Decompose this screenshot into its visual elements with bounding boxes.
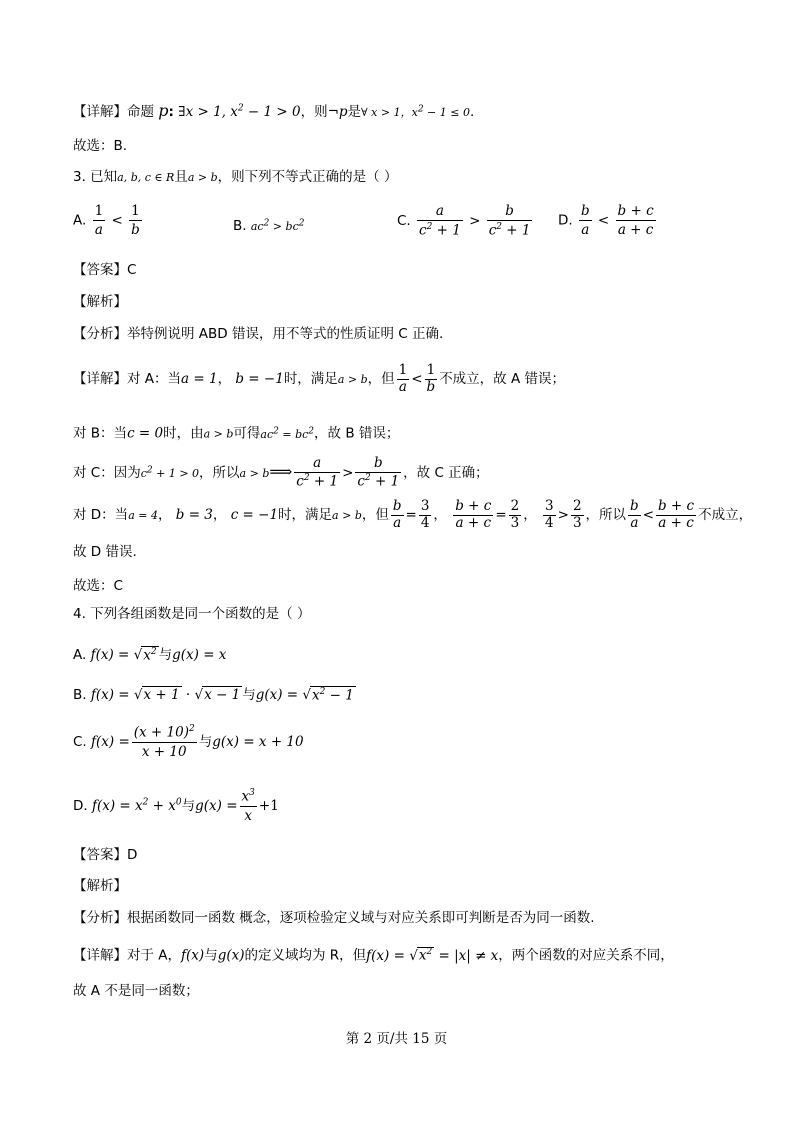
option-b: [233, 218, 304, 234]
math: a = 4: [128, 509, 158, 522]
q4-option-c: [73, 724, 304, 760]
text: ，两个函数的对应关系不同，: [498, 947, 674, 964]
math: $f(x) = √x^2 = |x| \ne x$: [366, 947, 499, 964]
math: $g(x) = √x^2 - 1$: [255, 686, 354, 703]
text: .: [469, 104, 475, 120]
math: p: [158, 101, 169, 120]
option-a: A. $\frac{1}{a}$ < $\frac{1}{b}$: [73, 203, 140, 238]
math: $\frac{1}{a}$: [94, 203, 104, 238]
text: ，则: [300, 104, 328, 120]
math: $ac^2 > bc^2$: [250, 218, 305, 233]
math: $c^2 + 1 > 0$: [140, 465, 200, 480]
option-label: D.: [558, 212, 573, 229]
math: g(x) =: [195, 797, 238, 814]
analysis-3-text: 【分析】举特例说明 ABD 错误，用不等式的性质证明 C 正确.: [73, 326, 444, 342]
math: $f(x) = x^2 + x^0$: [91, 797, 182, 814]
math: g(x) = x + 10: [212, 733, 304, 750]
text: ，所以: [585, 507, 627, 523]
text: 不成立，故 A 错误；: [439, 371, 566, 387]
math: $\frac{a}{c^2 + 1}$: [296, 455, 339, 489]
math: $\frac{b}{a}$: [580, 203, 590, 238]
math: b = −1: [235, 371, 284, 387]
math: f(x): [181, 947, 205, 964]
text: 与: [204, 947, 218, 964]
text: 可得: [233, 425, 261, 442]
math: $\frac{b + c}{a + c}$: [617, 203, 654, 238]
text: 且: [174, 169, 188, 185]
text: 对 B：当: [73, 425, 128, 442]
math: a, b, c ∈ R: [117, 171, 175, 184]
math: $\frac{1}{b}$: [131, 203, 140, 238]
math: $f(x) = √x^2$: [90, 646, 157, 663]
math: $\frac{1}{a}$: [398, 362, 408, 395]
math: ∀ x > 1，$x^2 - 1 \le 0$: [361, 104, 470, 119]
analysis-3: 【解析】: [73, 294, 127, 310]
text: 的定义域均为 R，但: [244, 947, 367, 964]
math: a > b: [239, 466, 270, 480]
text: ，则下列不等式正确的是（ ）: [217, 169, 398, 185]
page-footer: 第 2 页/共 15 页: [345, 1031, 448, 1047]
option-label: B.: [233, 218, 247, 234]
detail-4-b: 故 A 不是同一函数；: [73, 983, 199, 999]
math: $\frac{(x + 10)^2}{x + 10}$: [133, 724, 195, 760]
math: $\frac{b}{a}$: [392, 498, 402, 531]
math: $\frac{a}{c^2 + 1}$: [419, 203, 461, 239]
text: ，但: [361, 507, 389, 523]
math: $\frac{2}{3}$: [572, 498, 582, 531]
math: ¬p: [327, 104, 348, 120]
option-label: D.: [73, 797, 88, 814]
q4-option-a: [73, 643, 226, 663]
text: 时，由: [163, 425, 204, 442]
math: $\frac{1}{b}$: [426, 362, 436, 395]
text: 【详解】对于 A，: [73, 947, 182, 964]
math: $\frac{3}{4}$: [545, 498, 554, 531]
option-c: C. $\frac{a}{c^2 + 1}$ > $\frac{b}{c^2 + 1}$: [397, 203, 531, 239]
text: 不成立，: [698, 507, 753, 523]
math: $ac^2 = bc^2$: [260, 426, 315, 441]
detail-tag: 【详解】: [73, 104, 127, 120]
detail-3-a: 【详解】对 A：当a = 1， b = −1时，满足a > b，但 $\frac{1}{a}$ < $\frac{1}{b}$ 不成立，故 A 错误；: [73, 362, 566, 395]
text: 与: [181, 797, 196, 814]
math: $\frac{b + c}{a + c}$: [455, 498, 492, 531]
option-label: C.: [397, 212, 411, 229]
math: b = 3: [175, 507, 213, 523]
text: 是: [347, 104, 362, 120]
text: 与: [198, 733, 213, 750]
option-label: A.: [73, 212, 87, 229]
option-label: B.: [73, 687, 87, 703]
text: 对 D：当: [73, 507, 129, 523]
text: 命题: [127, 104, 154, 120]
math: $\frac{3}{4}$: [420, 498, 430, 531]
text: ，所以: [199, 464, 240, 481]
math: g(x) = x: [172, 647, 227, 663]
math: c = 0: [127, 425, 164, 442]
math: a > b: [337, 373, 368, 386]
math: a = 1: [181, 371, 218, 387]
math: a > b: [203, 427, 234, 441]
detail-3-d: 对 D：当a = 4， b = 3， c = −1时，满足a > b，但 $\frac{b}{a}$ = $\frac{3}{4}$ ， $\frac{b + c}{a + c}$ = $\frac{2}{3}$ ， $\frac{3}{4}$ > $\frac{2}{3}$ ，所以 $\frac{b}{a}$ < $\frac{b + c}{a + c}$ 不成立，: [73, 498, 753, 531]
detail-3-d2: 故 D 错误.: [73, 544, 137, 560]
text: 时，满足: [283, 371, 338, 387]
text: ，故 B 错误；: [314, 425, 400, 442]
detail-4-a: [73, 947, 674, 963]
text: 时，满足: [278, 507, 333, 523]
text: ，但: [367, 371, 395, 387]
option-label: A.: [73, 647, 87, 663]
math: a > b: [332, 509, 362, 522]
math: ∃x > 1, $x^2 - 1 > 0$: [178, 103, 301, 120]
answer-4: 【答案】D: [73, 847, 138, 863]
text: 与: [242, 687, 256, 703]
math: $\frac{b}{c^2 + 1}$: [357, 455, 400, 489]
detail-line-1: 【详解】命题 p: ∃x > 1, $x^2 - 1 > 0$，则¬p是∀ x > 1，$x^2 - 1 \le 0$.: [73, 101, 475, 120]
text: 【详解】对 A：当: [73, 371, 182, 387]
detail-3-b: [73, 427, 399, 441]
math: c = −1: [230, 507, 279, 523]
q4-option-b: [73, 683, 356, 703]
q4-option-d: D. $f(x) = x^2 + x^0$与g(x) = $\frac{x^3}{x}$ +1: [73, 788, 279, 824]
choose-3: 故选：C: [73, 578, 123, 594]
math: $\frac{x^3}{x}$: [241, 788, 255, 824]
text: ，故 C 正确；: [403, 464, 489, 481]
math: $\frac{b}{a}$: [630, 498, 639, 531]
text: 对 C：因为: [73, 464, 141, 481]
text: 3. 已知: [73, 169, 118, 185]
math: $\frac{2}{3}$: [510, 498, 520, 531]
detail-3-c: 对 C：因为$c^2 + 1 > 0$，所以a > b⟹ $\frac{a}{c^2 + 1}$ > $\frac{b}{c^2 + 1}$ ，故 C 正确；: [73, 455, 489, 489]
text: 与: [158, 647, 173, 663]
math: $\frac{b + c}{a + c}$: [658, 498, 695, 531]
math: a > b: [187, 171, 218, 184]
option-d: D. $\frac{b}{a}$ < $\frac{b + c}{a + c}$: [558, 203, 654, 238]
analysis-4: 【解析】: [73, 878, 127, 894]
question-4: 4. 下列各组函数是同一个函数的是（ ）: [73, 606, 311, 622]
math: f(x) =: [91, 733, 130, 750]
question-3: [73, 171, 397, 185]
math: f(x) = √x + 1 · √x − 1: [90, 687, 241, 703]
option-label: C.: [73, 733, 87, 750]
answer-3: 【答案】C: [73, 262, 137, 278]
analysis-4-text: 【分析】根据函数同一函数 概念，逐项检验定义域与对应关系即可判断是否为同一函数.: [73, 910, 595, 926]
math: g(x): [217, 947, 245, 964]
math: $\frac{b}{c^2 + 1}$: [488, 203, 531, 239]
choose-line: 故选：B.: [73, 138, 128, 154]
